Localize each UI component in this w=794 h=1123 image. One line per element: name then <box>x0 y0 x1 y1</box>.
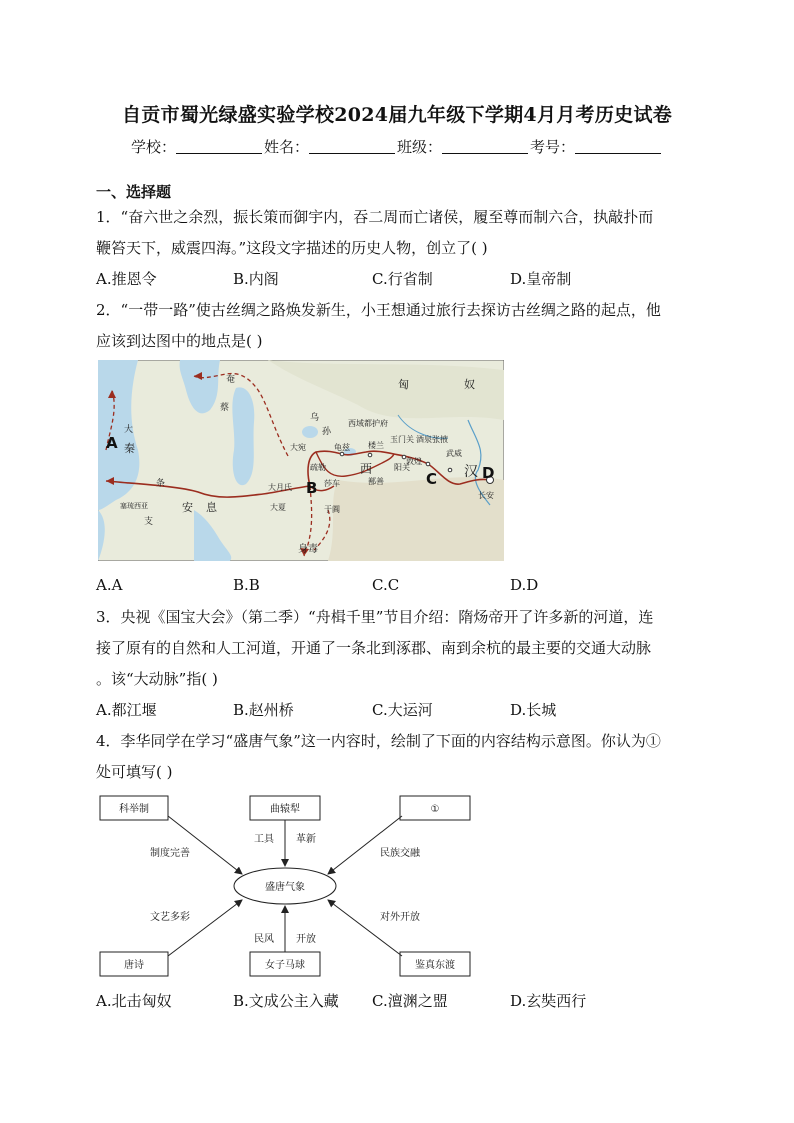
map-label: 疏勒 <box>310 463 326 472</box>
question-4-line-1: 4．李华同学在学习“盛唐气象”这一内容时，绘制了下面的内容结构示意图。你认为① <box>96 732 661 750</box>
map-label: 西域都护府 <box>348 419 388 428</box>
map-label: 秦 <box>124 442 135 455</box>
q3-option-c[interactable]: C.大运河 <box>372 701 433 719</box>
q2-option-b[interactable]: B.B <box>233 576 260 594</box>
box-label: 女子马球 <box>265 960 305 971</box>
school-blank[interactable] <box>176 139 262 154</box>
q1-option-a[interactable]: A.推恩令 <box>96 270 157 288</box>
edge-label: 文艺多彩 <box>150 912 190 923</box>
class-blank[interactable] <box>442 139 528 154</box>
map-label: 玉门关 <box>390 435 414 444</box>
map-label: 大 <box>124 425 134 435</box>
question-1-line-1: 1．“奋六世之余烈，振长策而御宇内，吞二周而亡诸侯，履至尊而制六合，执敲扑而 <box>96 208 654 226</box>
map-label: 西 <box>360 462 373 476</box>
arrow-keju <box>168 816 242 874</box>
map-label: 阳关 <box>394 463 410 472</box>
map-label: 敦煌 <box>406 457 422 466</box>
map-label: 汉 <box>464 464 478 480</box>
question-2-line-2: 应该到达图中的地点是( ) <box>96 332 263 350</box>
q4-option-d[interactable]: D.玄奘西行 <box>510 992 587 1010</box>
map-label: 莎车 <box>324 479 340 488</box>
map-terrain-south <box>328 477 504 561</box>
name-blank[interactable] <box>309 139 395 154</box>
box-label: 曲辕犁 <box>270 804 300 815</box>
box-label: 科举制 <box>119 804 149 815</box>
box-label: ① <box>430 804 440 815</box>
q2-option-c[interactable]: C.C <box>372 576 400 594</box>
city-marker <box>340 452 344 456</box>
q3-option-a[interactable]: A.都江堰 <box>96 701 157 719</box>
question-3-line-2: 接了原有的自然和人工河道，开通了一条北到涿郡、南到余杭的最主要的交通大动脉 <box>96 639 652 657</box>
city-marker <box>448 468 452 472</box>
section-title: 一、选择题 <box>96 183 172 201</box>
silk-road-map <box>98 360 504 561</box>
name-label: 姓名： <box>263 138 309 156</box>
school-label: 学校： <box>130 138 176 156</box>
q4-option-a[interactable]: A.北击匈奴 <box>96 992 172 1010</box>
edge-label: 民族交融 <box>380 848 420 859</box>
exam-title: 自贡市蜀光绿盛实验学校2024届九年级下学期4月月考历史试卷 <box>121 104 673 126</box>
student-info-row <box>0 136 794 157</box>
arrow-blank <box>328 816 402 874</box>
arrow-jianzhen <box>328 900 402 956</box>
map-label: 龟兹 <box>334 443 350 452</box>
center-label: 盛唐气象 <box>265 882 305 893</box>
box-label: 鉴真东渡 <box>415 960 455 971</box>
q2-option-a[interactable]: A.A <box>96 576 123 594</box>
q1-option-d[interactable]: D.皇帝制 <box>510 270 572 288</box>
city-marker <box>426 462 430 466</box>
exam-number-blank[interactable] <box>575 139 661 154</box>
map-label: 大宛 <box>290 443 306 452</box>
map-label: 奴 <box>464 378 475 391</box>
edge-label: 开放 <box>296 934 316 945</box>
point-d-label: D <box>482 464 495 482</box>
caspian-sea <box>232 387 254 485</box>
question-4-line-2: 处可填写( ) <box>96 763 173 781</box>
point-b-label: B <box>306 479 318 497</box>
map-label: 大夏 <box>270 503 286 512</box>
edge-label: 工具 <box>254 834 274 845</box>
q4-option-b[interactable]: B.文成公主入藏 <box>233 992 339 1010</box>
q3-option-d[interactable]: D.长城 <box>510 701 557 719</box>
map-label: 条 <box>156 479 166 489</box>
q4-option-c[interactable]: C.澶渊之盟 <box>372 992 448 1010</box>
question-1-line-2: 鞭笞天下，威震四海。”这段文字描述的历史人物，创立了( ) <box>96 239 488 257</box>
point-a-label: A <box>106 434 118 452</box>
edge-label: 对外开放 <box>380 912 420 923</box>
exam-number-label: 考号： <box>530 138 576 156</box>
map-label: 塞琉西亚 <box>120 502 148 510</box>
map-label: 于阗 <box>324 505 340 514</box>
map-label: 张掖 <box>432 435 448 444</box>
map-label: 孙 <box>322 427 332 437</box>
map-label: 支 <box>144 517 154 527</box>
map-label: 奄 <box>226 375 236 385</box>
map-label: 身毒 <box>298 544 318 555</box>
map-label: 楼兰 <box>368 441 384 450</box>
q3-option-b[interactable]: B.赵州桥 <box>233 701 294 719</box>
point-c-label: C <box>426 470 438 488</box>
q1-option-b[interactable]: B.内阁 <box>233 270 279 288</box>
q1-option-c[interactable]: C.行省制 <box>372 270 433 288</box>
edge-label: 制度完善 <box>150 848 190 859</box>
map-label: 乌 <box>310 413 320 423</box>
question-3-line-3: 。该“大动脉”指( ) <box>96 670 218 688</box>
map-label: 武威 <box>446 449 462 458</box>
map-label: 大月氏 <box>268 483 292 492</box>
aral-sea <box>302 426 318 438</box>
edge-label: 革新 <box>296 834 316 845</box>
tang-structure-diagram <box>96 790 476 980</box>
map-label: 酒泉 <box>416 435 432 444</box>
map-label: 匈 <box>398 378 409 391</box>
map-label: 安 <box>182 501 193 514</box>
arrow-tangshi <box>168 900 242 956</box>
edge-label: 民风 <box>254 934 274 945</box>
class-label: 班级： <box>397 138 443 156</box>
map-label: 长安 <box>478 491 494 500</box>
map-label: 息 <box>206 501 217 514</box>
question-2-line-1: 2．“一带一路”使古丝绸之路焕发新生，小王想通过旅行去探访古丝绸之路的起点，他 <box>96 301 661 319</box>
question-3-line-1: 3．央视《国宝大会》（第二季）“舟楫千里”节目介绍：隋炀帝开了许多新的河道，连 <box>96 608 654 626</box>
map-label: 蔡 <box>220 403 230 413</box>
q2-option-d[interactable]: D.D <box>510 576 539 594</box>
box-label: 唐诗 <box>124 960 144 971</box>
city-marker <box>368 453 372 457</box>
map-label: 鄯善 <box>368 477 384 486</box>
